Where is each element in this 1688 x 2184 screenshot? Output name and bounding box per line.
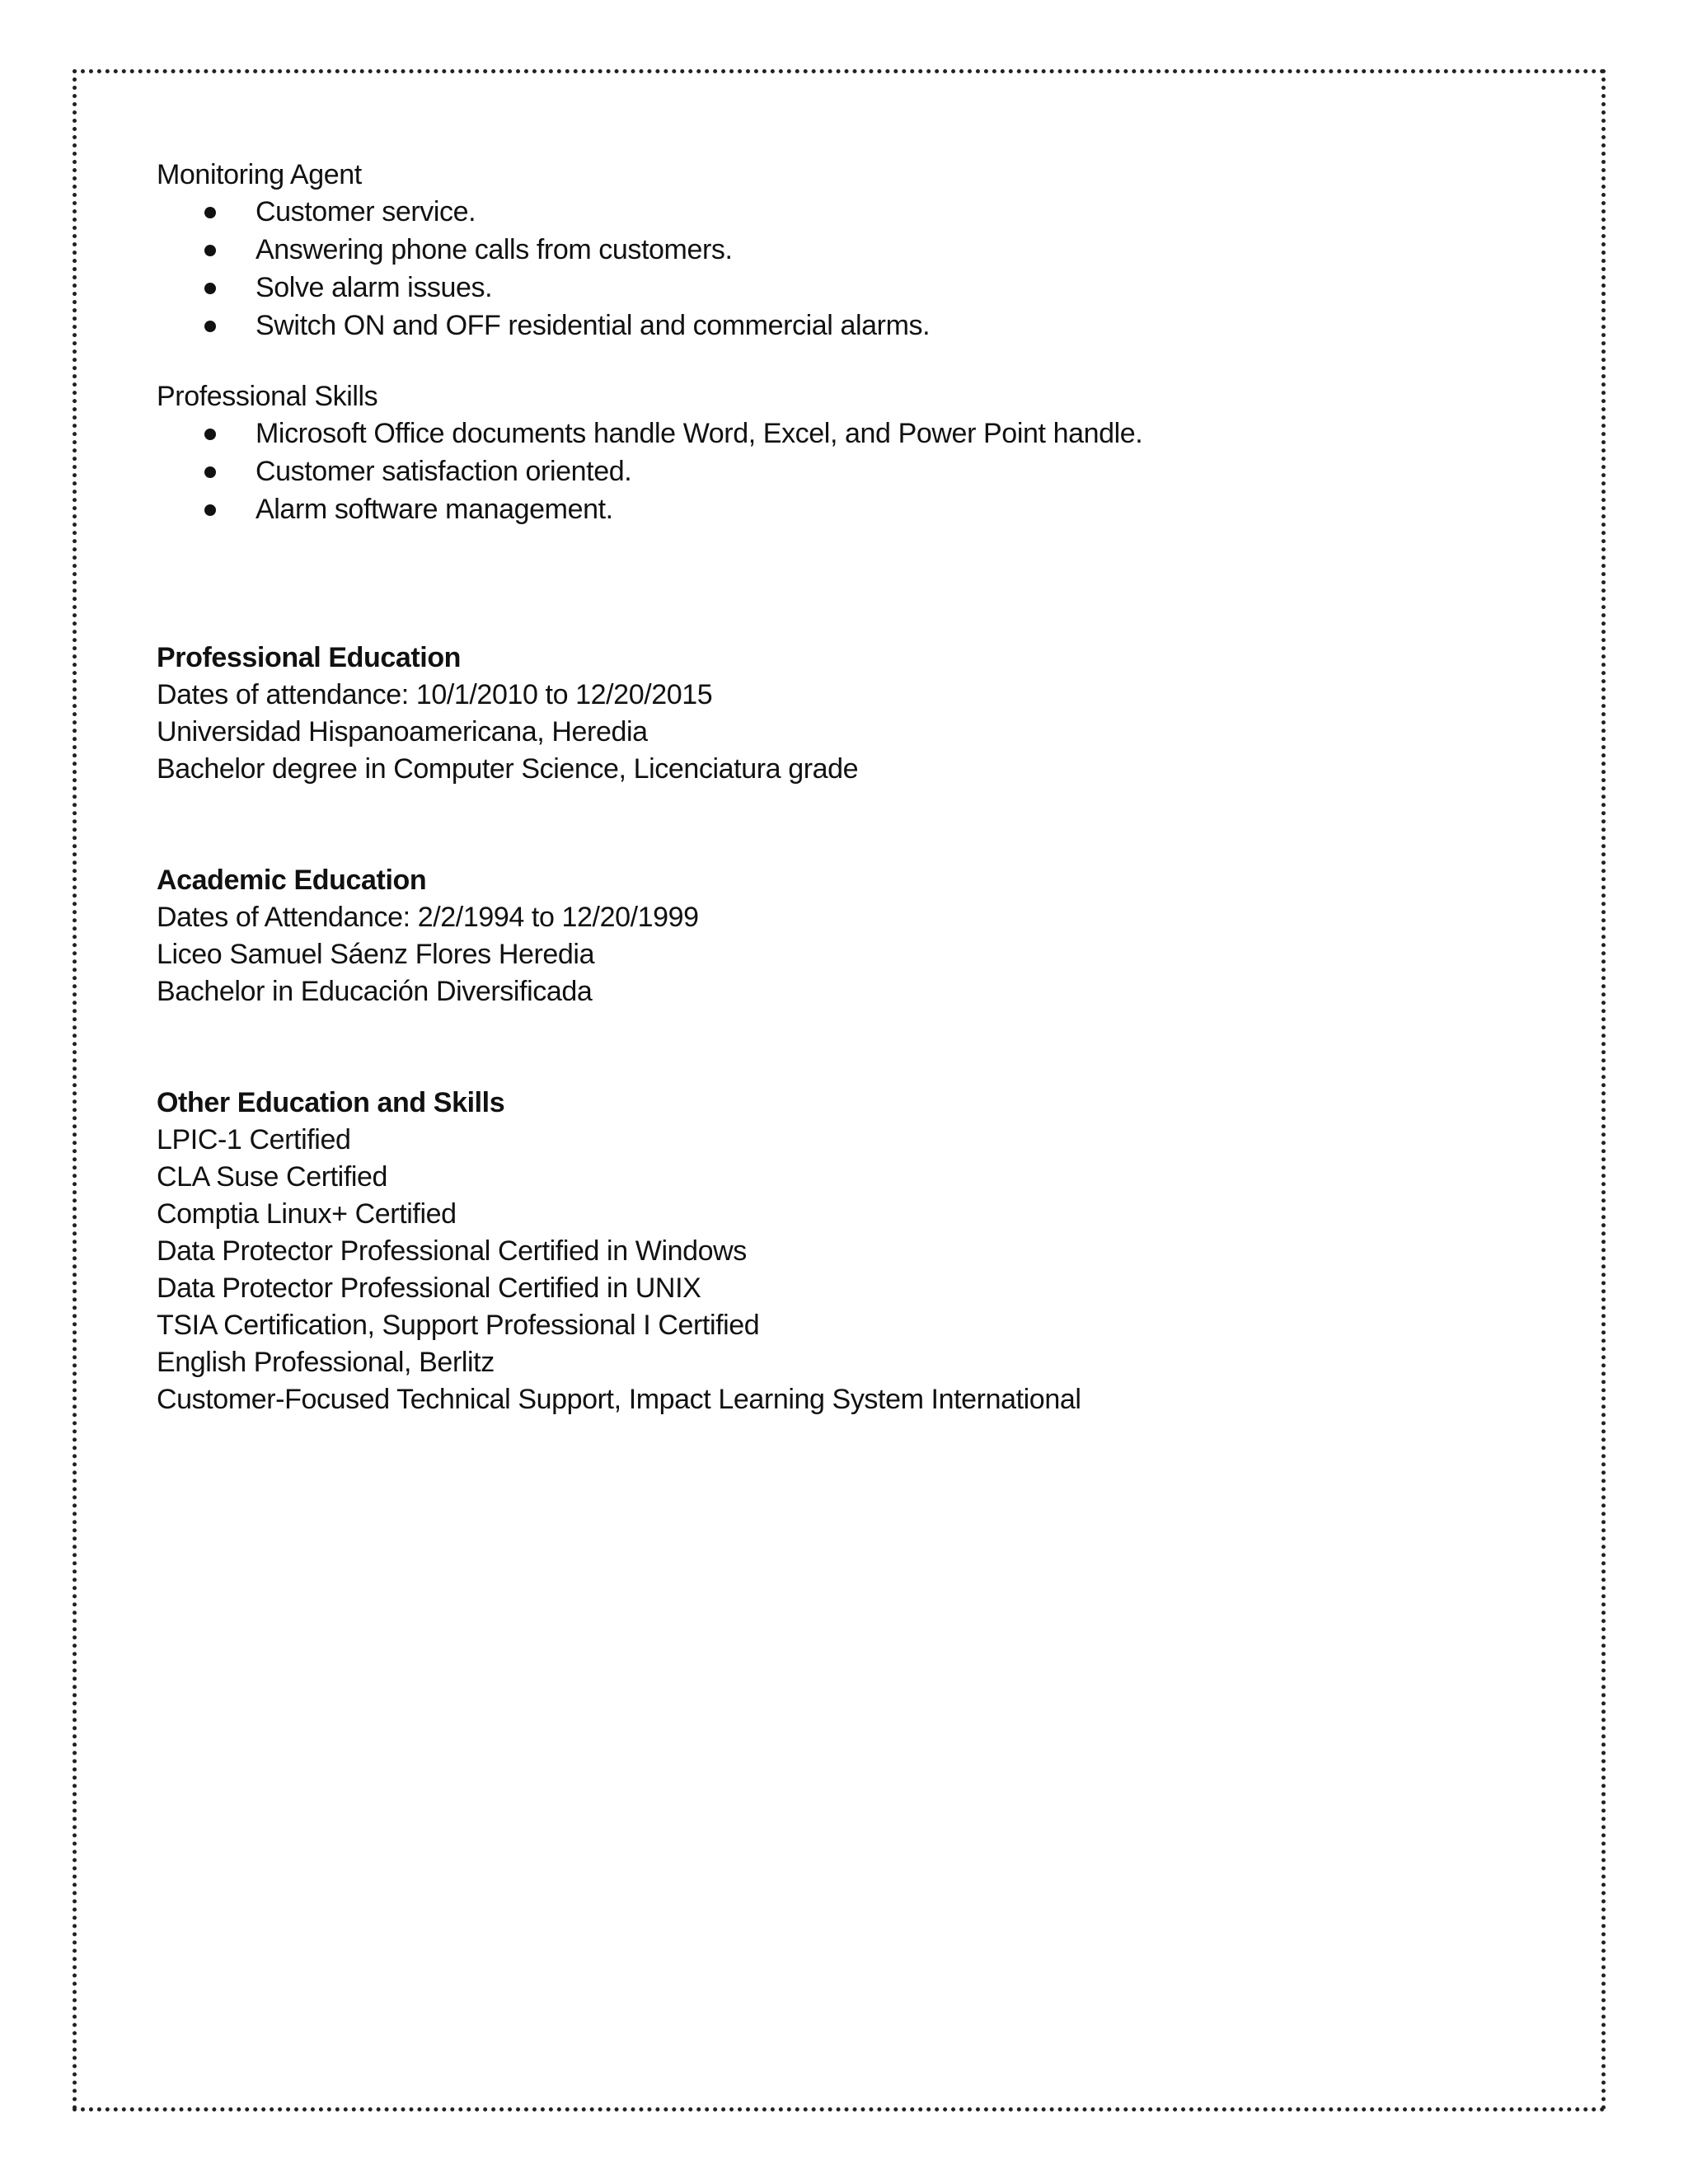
certification-item: English Professional, Berlitz	[157, 1347, 495, 1378]
list-item	[157, 307, 1541, 345]
resume-content	[157, 157, 1541, 1418]
list-item	[157, 269, 1541, 307]
list-item-text: Switch ON and OFF residential and commercial alarms.	[256, 310, 931, 341]
professional-education-dates: Dates of attendance: 10/1/2010 to 12/20/2015	[157, 679, 713, 710]
certification-item: CLA Suse Certified	[157, 1161, 388, 1193]
academic-education-heading: Academic Education	[157, 865, 427, 896]
certification-item: LPIC-1 Certified	[157, 1124, 351, 1155]
professional-education-heading: Professional Education	[157, 642, 462, 673]
list-item	[157, 194, 1541, 232]
bullet-icon	[204, 207, 216, 218]
list-item	[157, 232, 1541, 269]
work-title: Monitoring Agent	[157, 159, 362, 190]
certification-item: TSIA Certification, Support Professional I Certified	[157, 1310, 760, 1341]
bullet-icon	[204, 245, 216, 256]
list-item-text: Microsoft Office documents handle Word, Excel, and Power Point handle.	[256, 418, 1143, 449]
list-item-text: Customer satisfaction oriented.	[256, 456, 632, 487]
bullet-icon	[204, 466, 216, 478]
skills-title: Professional Skills	[157, 381, 378, 412]
spacer	[157, 788, 1541, 862]
bullet-icon	[204, 504, 216, 516]
list-item	[157, 491, 1541, 529]
list-item	[157, 415, 1541, 453]
academic-education-school: Liceo Samuel Sáenz Flores Heredia	[157, 939, 595, 970]
academic-education-dates: Dates of Attendance: 2/2/1994 to 12/20/1999	[157, 902, 699, 933]
spacer	[157, 529, 1541, 640]
bullet-icon	[204, 321, 216, 332]
list-item-text: Answering phone calls from customers.	[256, 234, 733, 265]
other-education-heading: Other Education and Skills	[157, 1087, 505, 1118]
work-bullet-list	[157, 194, 1541, 345]
bullet-icon	[204, 429, 216, 440]
academic-education-degree: Bachelor in Educación Diversificada	[157, 976, 593, 1007]
list-item-text: Solve alarm issues.	[256, 272, 493, 303]
spacer	[157, 1010, 1541, 1085]
certification-item: Comptia Linux+ Certified	[157, 1198, 457, 1230]
list-item	[157, 453, 1541, 491]
spacer	[157, 345, 1541, 378]
certification-item: Data Protector Professional Certified in Windows	[157, 1235, 747, 1267]
skills-bullet-list	[157, 415, 1541, 529]
bullet-icon	[204, 283, 216, 294]
certification-item: Data Protector Professional Certified in UNIX	[157, 1272, 701, 1304]
list-item-text: Alarm software management.	[256, 494, 613, 525]
certification-item: Customer-Focused Technical Support, Impact Learning System International	[157, 1384, 1081, 1415]
professional-education-degree: Bachelor degree in Computer Science, Licenciatura grade	[157, 753, 859, 785]
list-item-text: Customer service.	[256, 196, 476, 227]
professional-education-school: Universidad Hispanoamericana, Heredia	[157, 716, 648, 748]
